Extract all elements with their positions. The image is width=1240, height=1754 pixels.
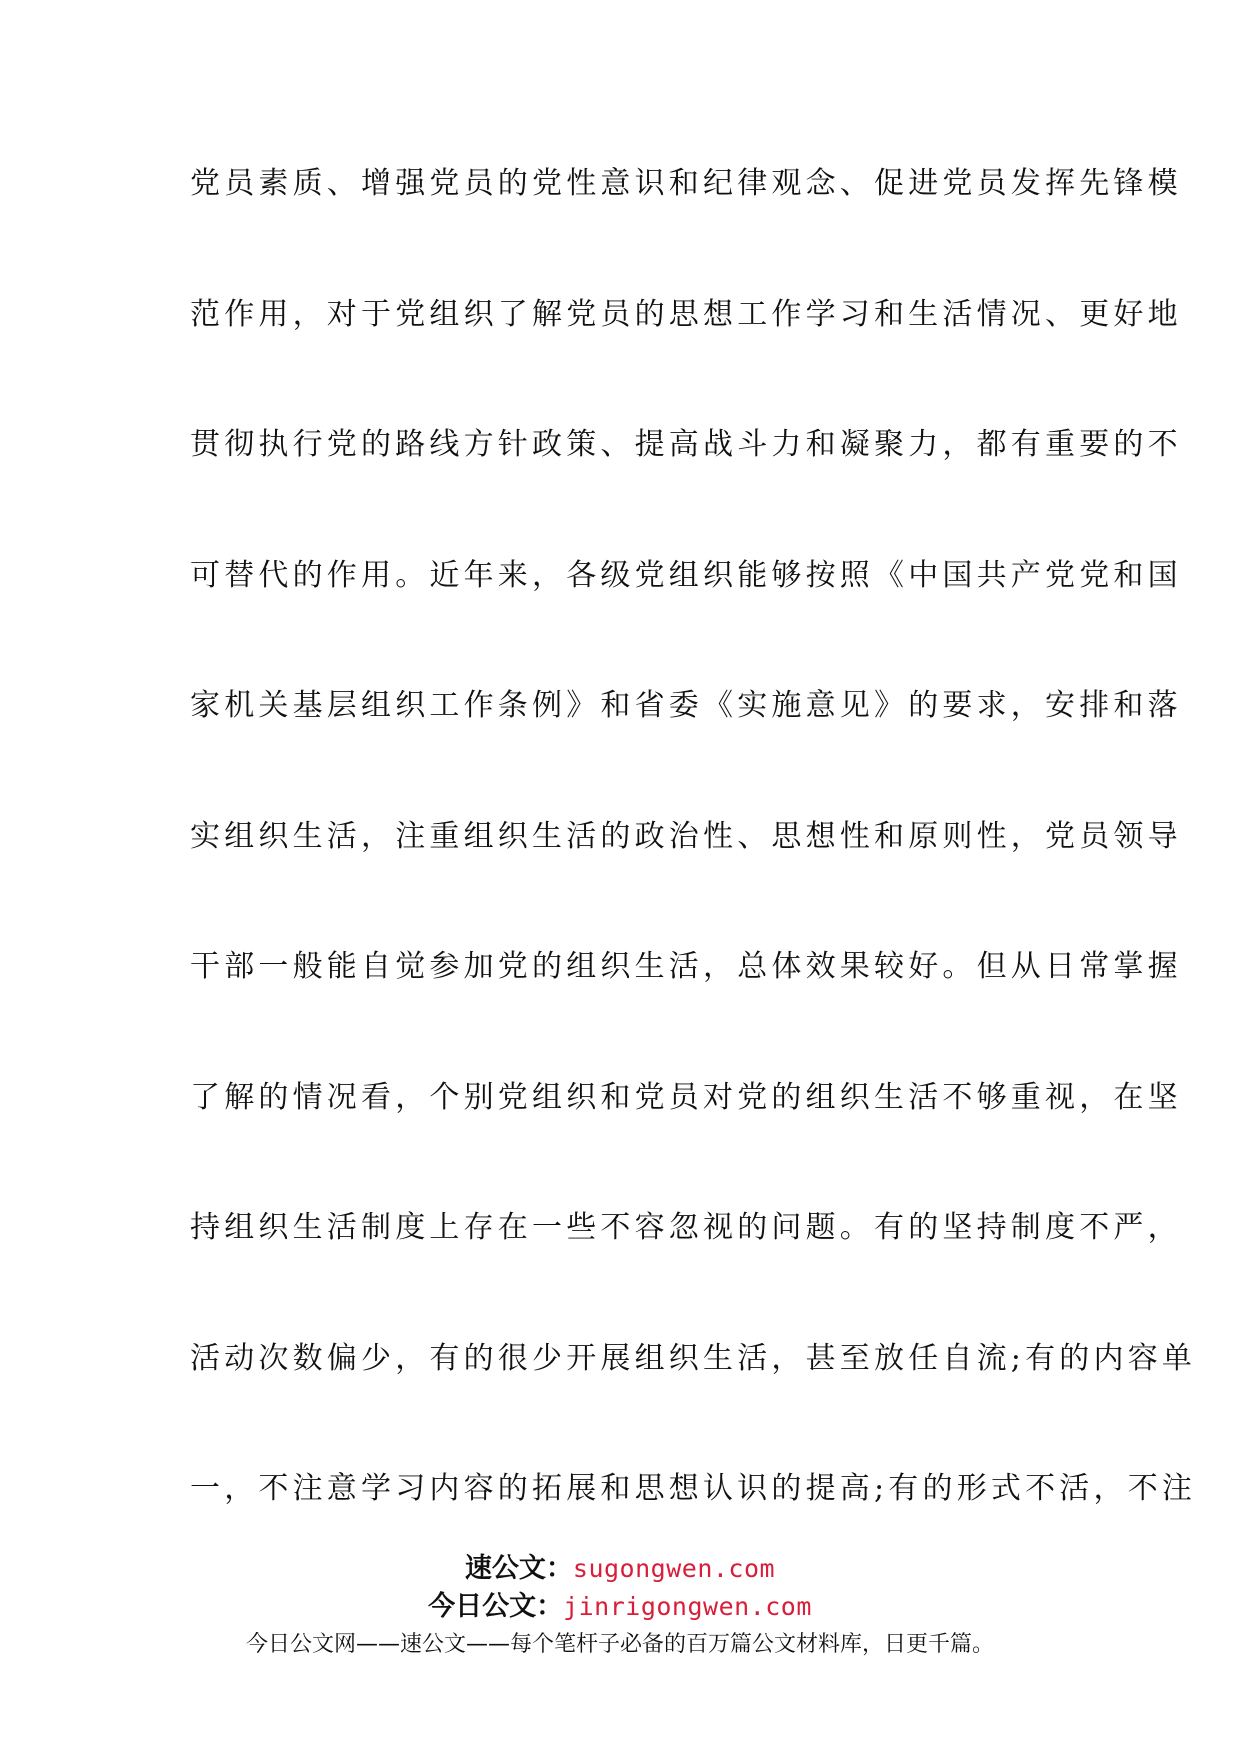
body-line-6: 实组织生活，注重组织生活的政治性、思想性和原则性，党员领导 xyxy=(190,818,1182,854)
body-line-8: 了解的情况看，个别党组织和党员对党的组织生活不够重视，在坚 xyxy=(190,1079,1182,1115)
footer-site-2-link[interactable]: jinrigongwen.com xyxy=(563,1592,812,1621)
body-line-4: 可替代的作用。近年来，各级党组织能够按照《中国共产党党和国 xyxy=(190,557,1182,593)
footer-site-1 xyxy=(0,1550,1240,1588)
footer-slogan: 今日公文网——速公文——每个笔杆子必备的百万篇公文材料库，日更千篇。 xyxy=(245,1632,994,1657)
body-line-7: 干部一般能自觉参加党的组织生活，总体效果较好。但从日常掌握 xyxy=(190,949,1182,984)
footer-site-1-link[interactable]: sugongwen.com xyxy=(572,1554,776,1583)
footer-site-2-label: 今日公文： xyxy=(428,1591,564,1622)
page-footer xyxy=(0,1550,1240,1662)
footer-site-1-label: 速公文： xyxy=(464,1553,573,1584)
body-line-1: 党员素质、增强党员的党性意识和纪律观念、促进党员发挥先锋模 xyxy=(190,166,1182,201)
document-body xyxy=(190,166,1197,1602)
body-line-3: 贯彻执行党的路线方针政策、提高战斗力和凝聚力，都有重要的不 xyxy=(190,427,1182,462)
footer-site-2 xyxy=(0,1588,1240,1626)
body-line-9: 持组织生活制度上存在一些不容忽视的问题。有的坚持制度不严， xyxy=(190,1210,1182,1245)
body-line-5: 家机关基层组织工作条例》和省委《实施意见》的要求，安排和落 xyxy=(190,688,1182,723)
body-line-2: 范作用，对于党组织了解党员的思想工作学习和生活情况、更好地 xyxy=(190,296,1182,332)
body-line-11: 一，不注意学习内容的拓展和思想认识的提高;有的形式不活，不注 xyxy=(190,1471,1197,1506)
body-line-10: 活动次数偏少，有的很少开展组织生活，甚至放任自流;有的内容单 xyxy=(190,1340,1197,1376)
